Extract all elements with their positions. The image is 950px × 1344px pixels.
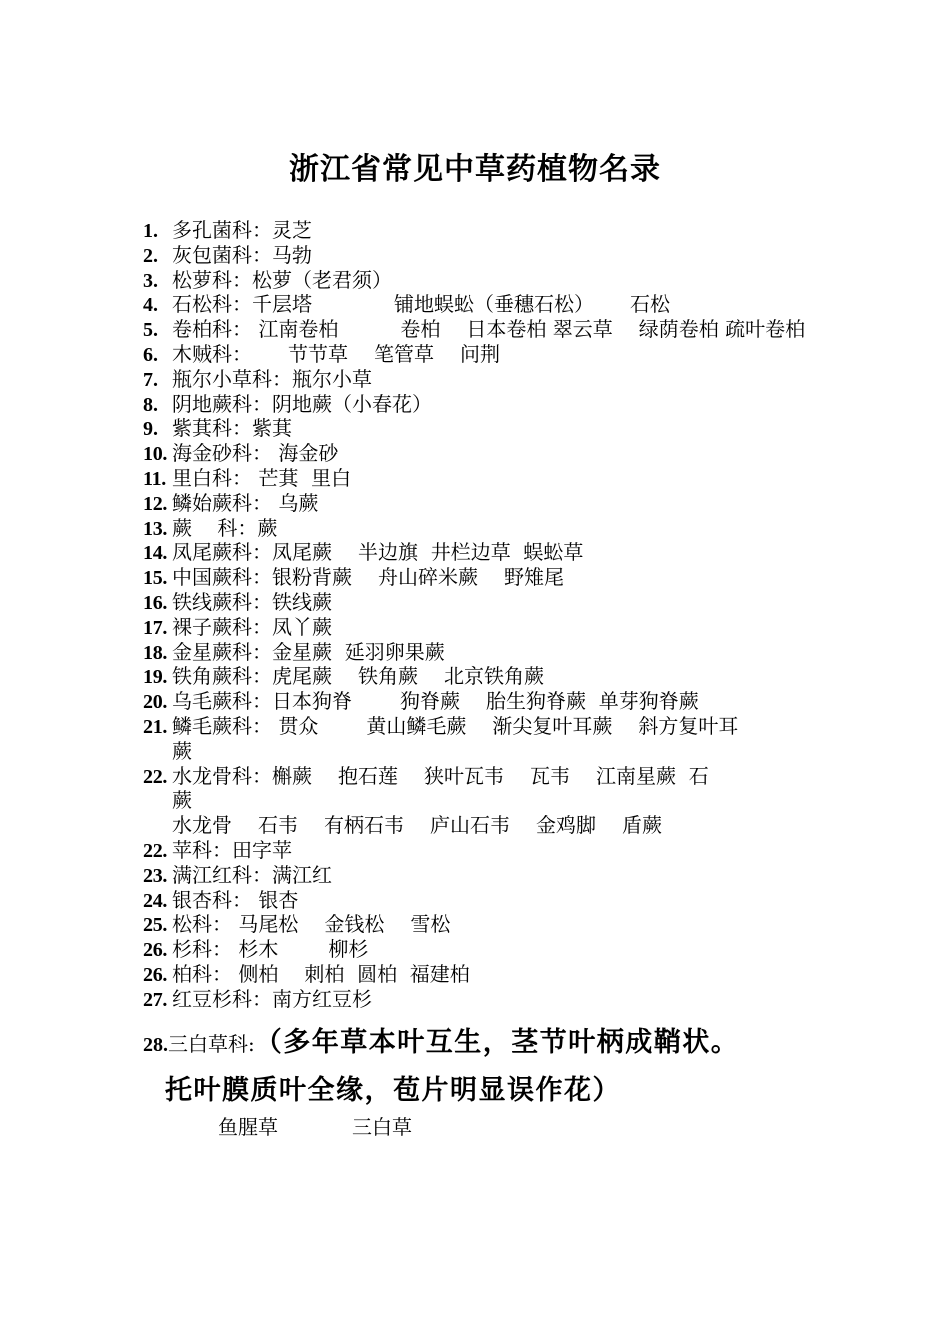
item-number: 22. xyxy=(143,839,168,862)
item-number: 26. xyxy=(143,939,168,962)
page-title: 浙江省常见中草药植物名录 xyxy=(289,152,661,187)
list-item xyxy=(143,565,883,590)
list-item xyxy=(143,342,883,367)
item-text: 金钱松 xyxy=(324,912,385,937)
list-item xyxy=(143,491,883,516)
item-number: 22. xyxy=(143,765,168,788)
item-text: 鳞始蕨科： 乌蕨 xyxy=(172,490,319,515)
list-item xyxy=(143,367,883,392)
item-text: 铁角蕨科：虎尾蕨 xyxy=(172,664,332,689)
item-text: 苹科：田字苹 xyxy=(172,837,292,862)
item-text: 铁线蕨科：铁线蕨 xyxy=(172,589,332,614)
item-text: 半边旗 井栏边草 蜈蚣草 xyxy=(358,540,584,565)
item-text: 铁角蕨 xyxy=(358,664,418,689)
item-text: 狗脊蕨 xyxy=(400,689,460,714)
item-text: 铺地蜈蚣（垂穗石松） xyxy=(394,292,594,317)
item-text: 绿荫卷柏 疏叶卷柏 xyxy=(638,317,806,342)
item-text: 黄山鳞毛蕨 xyxy=(366,713,467,738)
item-number: 6. xyxy=(143,343,158,366)
item-text: 紫萁科：紫萁 xyxy=(172,416,292,441)
item-text: 凤尾蕨科：凤尾蕨 xyxy=(172,540,332,565)
item-text: 杉科： 杉木 xyxy=(172,937,279,962)
list-item xyxy=(143,516,883,541)
list-item xyxy=(143,888,883,913)
list-item xyxy=(143,416,883,441)
item-number: 8. xyxy=(143,393,158,416)
item-text: 水龙骨科：槲蕨 xyxy=(172,763,312,788)
item-text: 蕨 xyxy=(172,738,192,763)
item-text: 舟山碎米蕨 xyxy=(378,565,478,590)
item-note: （多年草本叶互生，茎节叶柄成鞘状。 xyxy=(254,1027,740,1058)
item-text: 银杏科： 银杏 xyxy=(172,887,299,912)
item-number: 16. xyxy=(143,591,168,614)
item-text: 斜方复叶耳 xyxy=(638,713,739,738)
item-text: 灰包菌科：马勃 xyxy=(172,242,312,267)
item-text: 胎生狗脊蕨 单芽狗脊蕨 xyxy=(486,689,699,714)
item-number: 21. xyxy=(143,715,168,738)
item-number: 1. xyxy=(143,220,158,242)
item-number: 27. xyxy=(143,988,168,1011)
list-item-28-species xyxy=(218,1113,412,1141)
item-text: 三白草 xyxy=(352,1115,412,1139)
item-text: 盾蕨 xyxy=(622,813,662,838)
list-item xyxy=(143,615,883,640)
list-item xyxy=(143,640,883,665)
list-item xyxy=(143,937,883,962)
item-number: 9. xyxy=(143,418,158,441)
item-number: 7. xyxy=(143,368,158,391)
item-text: 鳞毛蕨科： 贯众 xyxy=(172,713,319,738)
item-text: 节节草 xyxy=(288,341,348,366)
item-text: 三白草科: xyxy=(168,1032,255,1056)
item-text: 石韦 xyxy=(258,813,298,838)
item-text: 柳杉 xyxy=(328,937,369,962)
item-number: 15. xyxy=(143,567,168,590)
list-item xyxy=(143,466,883,491)
item-number: 25. xyxy=(143,914,168,937)
item-text: 松萝科：松萝（老君须） xyxy=(172,267,392,292)
item-text: 柏科： 侧柏 xyxy=(172,961,279,986)
item-text: 满江红科：满江红 xyxy=(172,862,332,887)
item-text: 江南星蕨 石 xyxy=(596,763,709,788)
item-text: 蕨 科：蕨 xyxy=(172,515,278,540)
item-text: 卷柏科： 江南卷柏 xyxy=(172,317,339,342)
item-number: 5. xyxy=(143,319,158,342)
list-item xyxy=(143,268,883,293)
item-text: 鱼腥草 xyxy=(218,1115,278,1139)
item-text: 渐尖复叶耳蕨 xyxy=(492,713,613,738)
list-item xyxy=(143,243,883,268)
item-number: 14. xyxy=(143,542,168,565)
list-item-continuation xyxy=(143,813,883,838)
item-number: 28. xyxy=(143,1034,168,1056)
item-text: 雪松 xyxy=(410,912,451,937)
item-number: 19. xyxy=(143,666,168,689)
item-text: 庐山石韦 xyxy=(430,813,510,838)
item-number: 17. xyxy=(143,616,168,639)
item-text: 蕨 xyxy=(172,788,192,813)
list-item xyxy=(143,838,883,863)
list-item-continuation xyxy=(143,739,883,764)
list-item xyxy=(143,664,883,689)
item-number: 11. xyxy=(143,467,166,490)
list-item xyxy=(143,987,883,1012)
item-text: 乌毛蕨科：日本狗脊 xyxy=(172,689,352,714)
item-text: 瓶尔小草科：瓶尔小草 xyxy=(172,366,372,391)
item-text: 日本卷柏 翠云草 xyxy=(466,317,613,342)
item-text: 卷柏 xyxy=(400,317,441,342)
item-number: 3. xyxy=(143,269,158,292)
list-item xyxy=(143,689,883,714)
item-number: 24. xyxy=(143,889,168,912)
item-number: 26. xyxy=(143,963,168,986)
item-number: 18. xyxy=(143,641,168,664)
item-number: 12. xyxy=(143,492,168,515)
item-text: 阴地蕨科：阴地蕨（小春花） xyxy=(172,391,432,416)
item-text: 有柄石韦 xyxy=(324,813,404,838)
item-text: 问荆 xyxy=(460,341,500,366)
list-item xyxy=(143,714,883,739)
list-item xyxy=(143,317,883,342)
item-text: 红豆杉科：南方红豆杉 xyxy=(172,986,372,1011)
item-text: 北京铁角蕨 xyxy=(444,664,544,689)
item-number: 13. xyxy=(143,517,168,540)
item-text: 笔管草 xyxy=(374,341,434,366)
list-item xyxy=(143,292,883,317)
list-item xyxy=(143,441,883,466)
list-item-28-note xyxy=(165,1068,621,1114)
item-text: 狭叶瓦韦 xyxy=(424,763,504,788)
item-text: 木贼科： xyxy=(172,341,252,366)
item-number: 20. xyxy=(143,691,168,714)
item-number: 23. xyxy=(143,864,168,887)
item-note: 托叶膜质叶全缘，苞片明显误作花） xyxy=(165,1075,621,1106)
item-text: 刺柏 圆柏 福建柏 xyxy=(304,961,470,986)
list-item xyxy=(143,912,883,937)
item-text: 金星蕨科：金星蕨 延羽卵果蕨 xyxy=(172,639,445,664)
item-text: 里白科： 芒萁 里白 xyxy=(172,465,352,490)
list-item xyxy=(143,392,883,417)
list-item xyxy=(143,764,883,789)
list-item xyxy=(143,863,883,888)
item-text: 瓦韦 xyxy=(530,763,570,788)
item-text: 石松 xyxy=(630,292,670,317)
item-text: 中国蕨科：银粉背蕨 xyxy=(172,565,352,590)
list-item xyxy=(143,962,883,987)
item-text: 水龙骨 xyxy=(172,813,232,838)
item-text: 金鸡脚 xyxy=(536,813,596,838)
plant-list xyxy=(143,218,883,1012)
list-item-continuation xyxy=(143,788,883,813)
item-number: 2. xyxy=(143,244,158,267)
item-number: 10. xyxy=(143,443,168,466)
item-text: 海金砂科： 海金砂 xyxy=(172,441,339,466)
list-item-28 xyxy=(143,1020,739,1066)
item-text: 野雉尾 xyxy=(504,565,564,590)
item-text: 石松科：千层塔 xyxy=(172,292,312,317)
item-text: 裸子蕨科：凤丫蕨 xyxy=(172,614,332,639)
list-item xyxy=(143,590,883,615)
item-text: 松科： 马尾松 xyxy=(172,912,299,937)
item-text: 多孔菌科：灵芝 xyxy=(172,218,312,242)
item-number: 4. xyxy=(143,294,158,317)
list-item xyxy=(143,540,883,565)
list-item xyxy=(143,218,883,243)
item-text: 抱石莲 xyxy=(338,763,398,788)
